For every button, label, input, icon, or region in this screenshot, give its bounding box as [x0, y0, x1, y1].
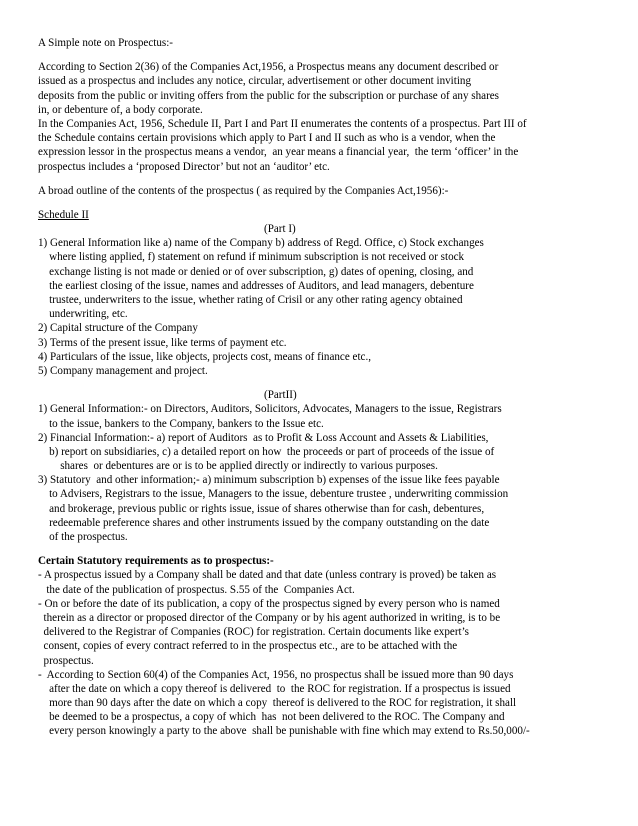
spacer	[38, 50, 623, 60]
spacer	[38, 174, 623, 184]
list-item-line: 3) Terms of the present issue, like terms of payment etc.	[38, 336, 287, 349]
requirement-line: the date of the publication of prospectus. S.55 of the Companies Act.	[38, 583, 355, 596]
part-one-section	[38, 222, 623, 378]
requirement-line: after the date on which a copy thereof is delivered to the ROC for registration. If a prospectus is issued	[38, 682, 511, 695]
list-item-line: shares or debentures are or is to be applied directly or indirectly to various purposes.	[38, 460, 438, 473]
statutory-heading: Certain Statutory requirements as to prospectus:-	[38, 555, 274, 568]
text-line: the Schedule contains certain provisions which apply to Part I and II such as who is a vendor, when the	[38, 132, 496, 145]
requirement-line: therein as a director or proposed director of the Company or by his agent authorized in writing, is to be	[38, 611, 501, 624]
document-page	[38, 36, 623, 739]
requirement-line: every person knowingly a party to the above shall be punishable with fine which may extend to Rs.50,000/-	[38, 725, 530, 738]
list-item-line: 1) General Information:- on Directors, Auditors, Solicitors, Advocates, Managers to the issue, Registrars	[38, 403, 502, 416]
list-item-line: underwriting, etc.	[38, 308, 128, 321]
text-line: issued as a prospectus and includes any notice, circular, advertisement or other document inviting	[38, 75, 472, 88]
requirement-line: be deemed to be a prospectus, a copy of which has not been delivered to the ROC. The Company and	[38, 711, 505, 724]
requirement-line: delivered to the Registrar of Companies (ROC) for registration. Certain documents like expert’s	[38, 626, 470, 639]
spacer	[38, 198, 623, 208]
spacer	[38, 378, 623, 388]
part-two-label: (PartII)	[264, 389, 297, 402]
part-one-label: (Part I)	[264, 223, 296, 236]
text-line: prospectus includes a ‘proposed Director’ but not an ‘auditor’ etc.	[38, 160, 330, 173]
list-item-line: to Advisers, Registrars to the issue, Managers to the issue, debenture trustee , underwriting commission	[38, 488, 509, 501]
requirement-line: prospectus.	[38, 654, 94, 667]
part-two-section	[38, 388, 623, 544]
outline-line: A broad outline of the contents of the prospectus ( as required by the Companies Act,1956):-	[38, 184, 449, 197]
text-line: deposits from the public or inviting offers from the public for the subscription or purchase of any shares	[38, 89, 500, 102]
list-item-line: redeemable preference shares and other instruments issued by the company outstanding on the date	[38, 516, 490, 529]
list-item-line: where listing applied, f) statement on refund if minimum subscription is not received or stock	[38, 251, 465, 264]
list-item-line: of the prospectus.	[38, 531, 128, 543]
requirement-line: consent, copies of every contract referred to in the prospectus etc., are to be attached with the	[38, 640, 458, 653]
list-item-line: b) report on subsidiaries, c) a detailed report on how the proceeds or part of proceeds of the issue of	[38, 445, 495, 458]
schedule-heading: Schedule II	[38, 208, 89, 221]
list-item-line: 1) General Information like a) name of the Company b) address of Regd. Office, c) Stock exchanges	[38, 237, 484, 250]
requirement-line: - A prospectus issued by a Company shall be dated and that date (unless contrary is proved) be taken as	[38, 569, 497, 582]
text-line: expression lessor in the prospectus means a vendor, an year means a financial year, the term ‘officer’ in the	[38, 146, 519, 159]
list-item-line: 5) Company management and project.	[38, 364, 208, 377]
list-item-line: the earliest closing of the issue, names and addresses of Auditors, and lead managers, debenture	[38, 279, 474, 292]
text-line: in, or debenture of, a body corporate.	[38, 103, 203, 116]
list-item-line: 2) Financial Information:- a) report of Auditors as to Profit & Loss Account and Assets & Liabilities,	[38, 431, 489, 444]
list-item-line: 2) Capital structure of the Company	[38, 322, 198, 335]
list-item-line: trustee, underwriters to the issue, whether rating of Crisil or any other rating agency obtained	[38, 294, 463, 306]
requirement-line: - On or before the date of its publication, a copy of the prospectus signed by every person who is named	[38, 597, 500, 610]
list-item-line: 3) Statutory and other information;- a) minimum subscription b) expenses of the issue like fees payable	[38, 474, 500, 487]
text-line: According to Section 2(36) of the Companies Act,1956, a Prospectus means any document described or	[38, 61, 499, 74]
requirement-line: more than 90 days after the date on which a copy thereof is delivered to the ROC for registration, it shall	[38, 697, 517, 710]
statutory-section	[38, 554, 623, 738]
list-item-line: 4) Particulars of the issue, like objects, projects cost, means of finance etc.,	[38, 350, 372, 363]
document-title: A Simple note on Prospectus:-	[38, 37, 173, 49]
requirement-line: - According to Section 60(4) of the Companies Act, 1956, no prospectus shall be issued more than 90 days	[38, 668, 514, 681]
intro-paragraph	[38, 60, 623, 174]
spacer	[38, 544, 623, 554]
list-item-line: and brokerage, previous public or rights issue, issue of shares otherwise than for cash, debentures,	[38, 502, 485, 515]
list-item-line: exchange listing is not made or denied or of over subscription, g) dates of opening, closing, and	[38, 265, 474, 278]
list-item-line: to the issue, bankers to the Company, bankers to the Issue etc.	[38, 417, 324, 430]
text-line: In the Companies Act, 1956, Schedule II, Part I and Part II enumerates the contents of a prospectus. Part III of	[38, 117, 527, 130]
